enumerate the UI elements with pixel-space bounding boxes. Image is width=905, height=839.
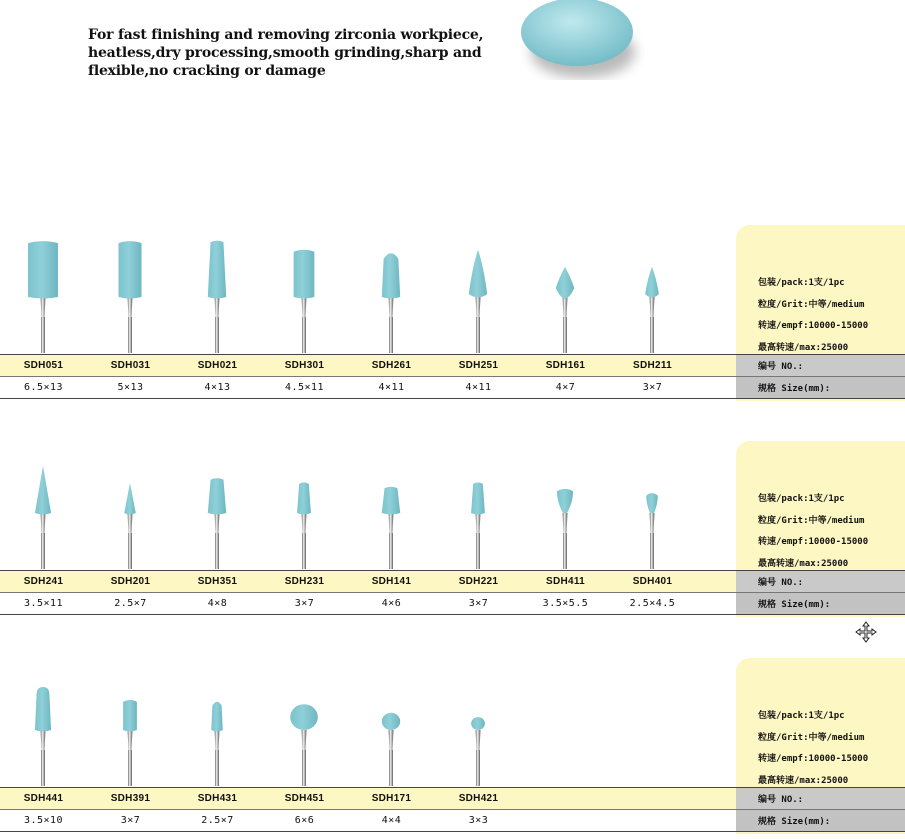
product-size: 2.5×4.5 [629,598,676,609]
size-row-label: 规格 Size(mm): [736,377,905,398]
move-cursor-icon [855,621,877,643]
headline-line-3: flexible,no cracking or damage [88,63,326,79]
product-code: SDH251 [458,360,499,371]
tool-illustration [361,441,421,569]
size-row [0,809,905,832]
size-row-label: 规格 Size(mm): [736,810,905,831]
product-code: SDH421 [458,793,499,804]
size-row [0,592,905,615]
product-code: SDH201 [110,576,151,587]
product-size: 3×3 [468,815,489,826]
product-code: SDH451 [284,793,325,804]
product-size: 4×11 [378,382,405,393]
product-code: SDH301 [284,360,325,371]
product-code: SDH391 [110,793,151,804]
spec-line: 包装/pack:1支/1pc [758,278,845,288]
product-code: SDH221 [458,576,499,587]
size-row [0,376,905,399]
code-row-label: 编号 NO.: [736,788,905,809]
spec-line: 粒度/Grit:中等/medium [758,732,865,743]
tool-illustration [13,441,73,569]
tool-illustration [448,225,508,353]
code-row [0,787,905,809]
product-code: SDH231 [284,576,325,587]
tool-illustration [187,658,247,786]
product-code: SDH211 [632,360,673,371]
tool-illustration [622,441,682,569]
code-row-label: 编号 NO.: [736,355,905,376]
spec-line: 粒度/Grit:中等/medium [758,299,865,310]
headline-line-1: For fast finishing and removing zirconia workpiece, [88,27,484,43]
spec-line: 最高转速/max:25000 [758,775,849,786]
product-section [0,658,905,834]
spec-line: 转速/empf:10000-15000 [758,537,869,547]
product-code: SDH171 [371,793,412,804]
spec-line: 转速/empf:10000-15000 [758,754,869,764]
product-size: 3×7 [642,382,663,393]
product-size: 4×6 [381,598,402,609]
product-code: SDH051 [23,360,64,371]
tool-illustration [535,225,595,353]
product-size: 4×13 [204,382,231,393]
product-size: 4.5×11 [284,382,325,393]
spec-line: 粒度/Grit:中等/medium [758,515,865,526]
product-size: 6.5×13 [23,382,64,393]
spec-lines [758,489,868,575]
product-code: SDH431 [197,793,238,804]
tool-illustration [187,225,247,353]
product-code: SDH261 [371,360,412,371]
product-size: 4×8 [207,598,228,609]
product-size: 3.5×5.5 [542,598,589,609]
product-section [0,441,905,617]
product-code: SDH351 [197,576,238,587]
product-size: 4×4 [381,815,402,826]
tool-illustration [274,658,334,786]
product-code: SDH161 [545,360,586,371]
spec-lines [758,273,868,359]
tool-illustration [448,658,508,786]
tool-illustration [274,225,334,353]
code-row [0,570,905,592]
product-size: 2.5×7 [114,598,147,609]
tool-illustration [448,441,508,569]
headline [88,26,484,80]
tool-illustration [361,658,421,786]
product-code: SDH441 [23,793,64,804]
product-size: 3×7 [120,815,141,826]
tool-illustration [187,441,247,569]
tool-illustration [361,225,421,353]
product-size: 2.5×7 [201,815,234,826]
spec-line: 最高转速/max:25000 [758,558,849,569]
product-size: 3.5×10 [23,815,64,826]
tool-illustration [13,658,73,786]
product-size: 4×7 [555,382,576,393]
code-row-label: 编号 NO.: [736,571,905,592]
tool-illustration [622,225,682,353]
tool-illustration [100,658,160,786]
spec-line: 转速/empf:10000-15000 [758,321,869,331]
tool-illustration [535,441,595,569]
size-row-label: 规格 Size(mm): [736,593,905,614]
grinding-wheel-image [505,0,645,80]
product-code: SDH401 [632,576,673,587]
spec-line: 包装/pack:1支/1pc [758,711,845,721]
product-code: SDH021 [197,360,238,371]
product-code: SDH241 [23,576,64,587]
tool-illustration [100,225,160,353]
spec-line: 最高转速/max:25000 [758,342,849,353]
product-size: 3×7 [294,598,315,609]
product-code: SDH031 [110,360,151,371]
spec-line: 包装/pack:1支/1pc [758,494,845,504]
product-size: 3.5×11 [23,598,64,609]
product-size: 4×11 [465,382,492,393]
tool-illustration [274,441,334,569]
tool-illustration [13,225,73,353]
product-size: 5×13 [117,382,144,393]
product-section [0,225,905,401]
product-size: 6×6 [294,815,315,826]
code-row [0,354,905,376]
tool-illustration [100,441,160,569]
product-code: SDH411 [545,576,586,587]
product-code: SDH141 [371,576,412,587]
spec-lines [758,706,868,792]
product-size: 3×7 [468,598,489,609]
headline-line-2: heatless,dry processing,smooth grinding,sharp and [88,45,482,61]
